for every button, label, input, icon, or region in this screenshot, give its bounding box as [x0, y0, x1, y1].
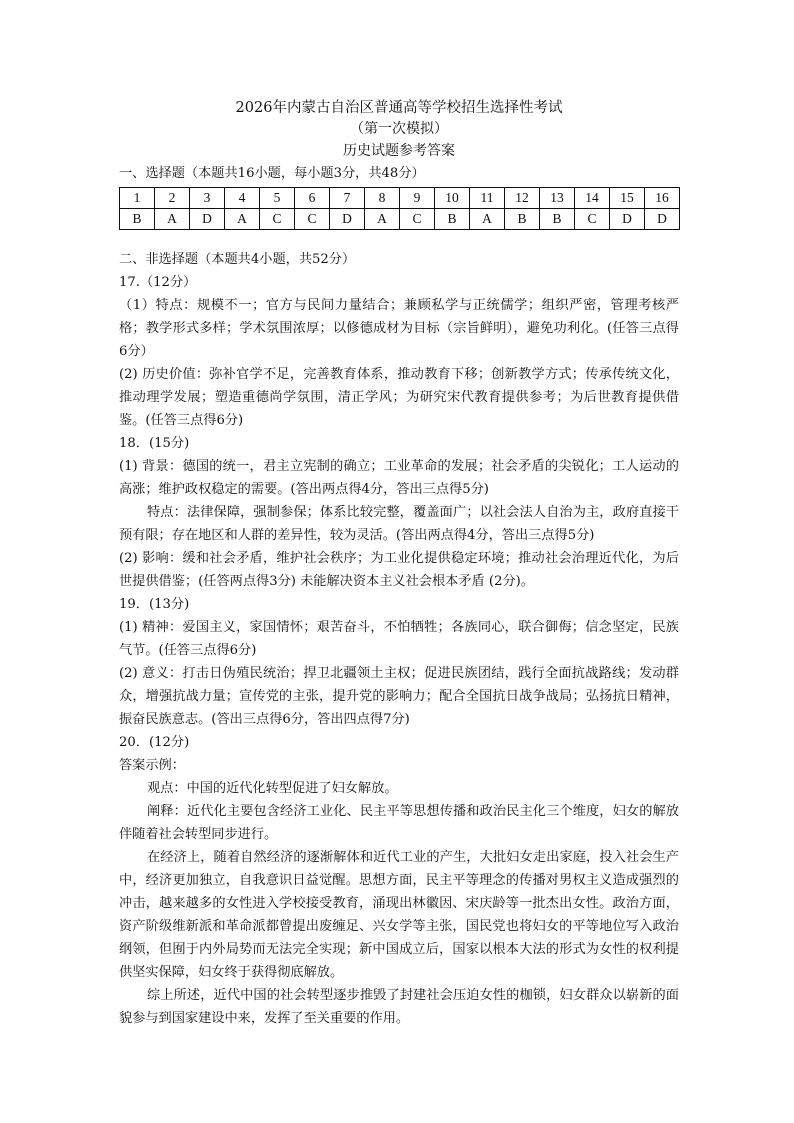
section2-heading: 二、非选择题（本题共4小题，共52分） [119, 252, 356, 267]
question-number-cell: 5 [260, 188, 295, 209]
multiple-choice-answer-table [119, 187, 680, 230]
question-number-cell: 13 [540, 188, 575, 209]
answer-cell: C [295, 209, 330, 230]
question-number-cell: 3 [190, 188, 225, 209]
answer-cell: A [155, 209, 190, 230]
q17-heading: 17.（12分） [119, 275, 197, 290]
question-number-cell: 11 [470, 188, 505, 209]
q18-answer-impact: (2) 影响：缓和社会矛盾，维护社会秩序；为工业化提供稳定环境；推动社会治理近代化，为后世提供借鉴；(任答两点得3分) 未能解决资本主义社会根本矛盾 (2分)。 [119, 551, 679, 589]
answer-cell: D [645, 209, 680, 230]
q19-heading: 19．(13分) [119, 597, 190, 612]
q18-answer-features: 特点：法律保障，强制参保；体系比较完整，覆盖面广；以社会法人自治为主，政府直接干预有限；存在地区和人群的差异性，较为灵活。(答出两点得4分，答出三点得5分) [119, 505, 679, 543]
exam-subtitle: （第一次模拟） [350, 121, 448, 137]
question-number-cell: 14 [575, 188, 610, 209]
question-number-cell: 16 [645, 188, 680, 209]
question-number-cell: 2 [155, 188, 190, 209]
question-number-cell: 15 [610, 188, 645, 209]
exam-title: 2026年内蒙古自治区普通高等学校招生选择性考试 [235, 100, 563, 116]
question-number-cell: 1 [120, 188, 155, 209]
q17-answer-part1: （1）特点：规模不一；官方与民间力量结合；兼顾私学与正统儒学；组织严密，管理考核严格；教学形式多样；学术氛围浓厚；以修德成材为目标（宗旨鲜明），避免功利化。(任答三点得6分） [119, 298, 679, 359]
answer-cell: C [400, 209, 435, 230]
question-number-cell: 6 [295, 188, 330, 209]
q20-example-label: 答案示例： [119, 758, 185, 773]
answer-cell: B [505, 209, 540, 230]
question-number-row [120, 188, 680, 209]
question-number-cell: 9 [400, 188, 435, 209]
answer-cell: A [225, 209, 260, 230]
answer-cell: C [575, 209, 610, 230]
q20-conclusion: 综上所述，近代中国的社会转型逐步推毁了封建社会压迫女性的枷锁，妇女群众以崭新的面貌参与到国家建设中来，发挥了至关重要的作用。 [119, 988, 679, 1026]
q20-heading: 20．(12分) [119, 735, 190, 750]
answer-cell: D [190, 209, 225, 230]
document-title: 历史试题参考答案 [343, 143, 455, 159]
answer-cell: B [120, 209, 155, 230]
q19-answer-significance: (2) 意义：打击日伪殖民统治；捍卫北疆领土主权；促进民族团结，践行全面抗战路线；发动群众，增强抗战力量；宣传党的主张，提升党的影响力；配合全国抗日战争战局；弘扬抗日精神，振奋民族意志。(答出三点得6分，答出四点得7分) [119, 666, 679, 727]
q20-argument: 在经济上，随着自然经济的逐渐解体和近代工业的产生，大批妇女走出家庭，投入社会生产中，经济更加独立，自我意识日益觉醒。思想方面，民主平等理念的传播对男权主义造成强烈的冲击，越来越多的女性进入学校接受教育，涌现出林徽因、宋庆龄等一批杰出女性。政治方面，资产阶级维新派和革命派都曾提出废缠足、兴女学等主张，国民党也将妇女的平等地位写入政治纲领，但囿于内外局势而无法完全实现；新中国成立后，国家以根本大法的形式为女性的权利提供坚实保障，妇女终于获得彻底解放。 [119, 850, 679, 980]
question-number-cell: 4 [225, 188, 260, 209]
answer-cell: D [330, 209, 365, 230]
answer-cell: B [540, 209, 575, 230]
question-number-cell: 12 [505, 188, 540, 209]
question-number-cell: 7 [330, 188, 365, 209]
q20-explanation: 阐释：近代化主要包含经济工业化、民主平等思想传播和政治民主化三个维度，妇女的解放伴随着社会转型同步进行。 [119, 804, 679, 842]
answer-sheet-page [119, 98, 679, 1030]
q17-answer-part2: (2) 历史价值：弥补官学不足，完善教育体系，推动教育下移；创新教学方式；传承传统文化，推动理学发展；塑造重德尚学氛围，清正学风；为研究宋代教育提供参考；为后世教育提供借鉴。(任答三点得6分) [119, 367, 679, 428]
answer-cell: A [470, 209, 505, 230]
q20-viewpoint: 观点：中国的近代化转型促进了妇女解放。 [147, 781, 398, 796]
answer-cell: A [365, 209, 400, 230]
answer-cell: D [610, 209, 645, 230]
answer-row [120, 209, 680, 230]
answer-cell: C [260, 209, 295, 230]
q18-answer-background: (1) 背景：德国的统一，君主立宪制的确立；工业革命的发展；社会矛盾的尖锐化；工人运动的高涨；维护政权稳定的需要。(答出两点得4分，答出三点得5分) [119, 459, 679, 497]
question-number-cell: 8 [365, 188, 400, 209]
q18-heading: 18．(15分) [119, 436, 190, 451]
question-number-cell: 10 [435, 188, 470, 209]
q19-answer-spirit: (1) 精神：爱国主义，家国情怀；艰苦奋斗，不怕牺牲；各族同心，联合御侮；信念坚定，民族气节。(任答三点得6分) [119, 620, 679, 658]
answer-cell: B [435, 209, 470, 230]
section1-heading: 一、选择题（本题共16小题，每小题3分，共48分） [119, 166, 425, 181]
